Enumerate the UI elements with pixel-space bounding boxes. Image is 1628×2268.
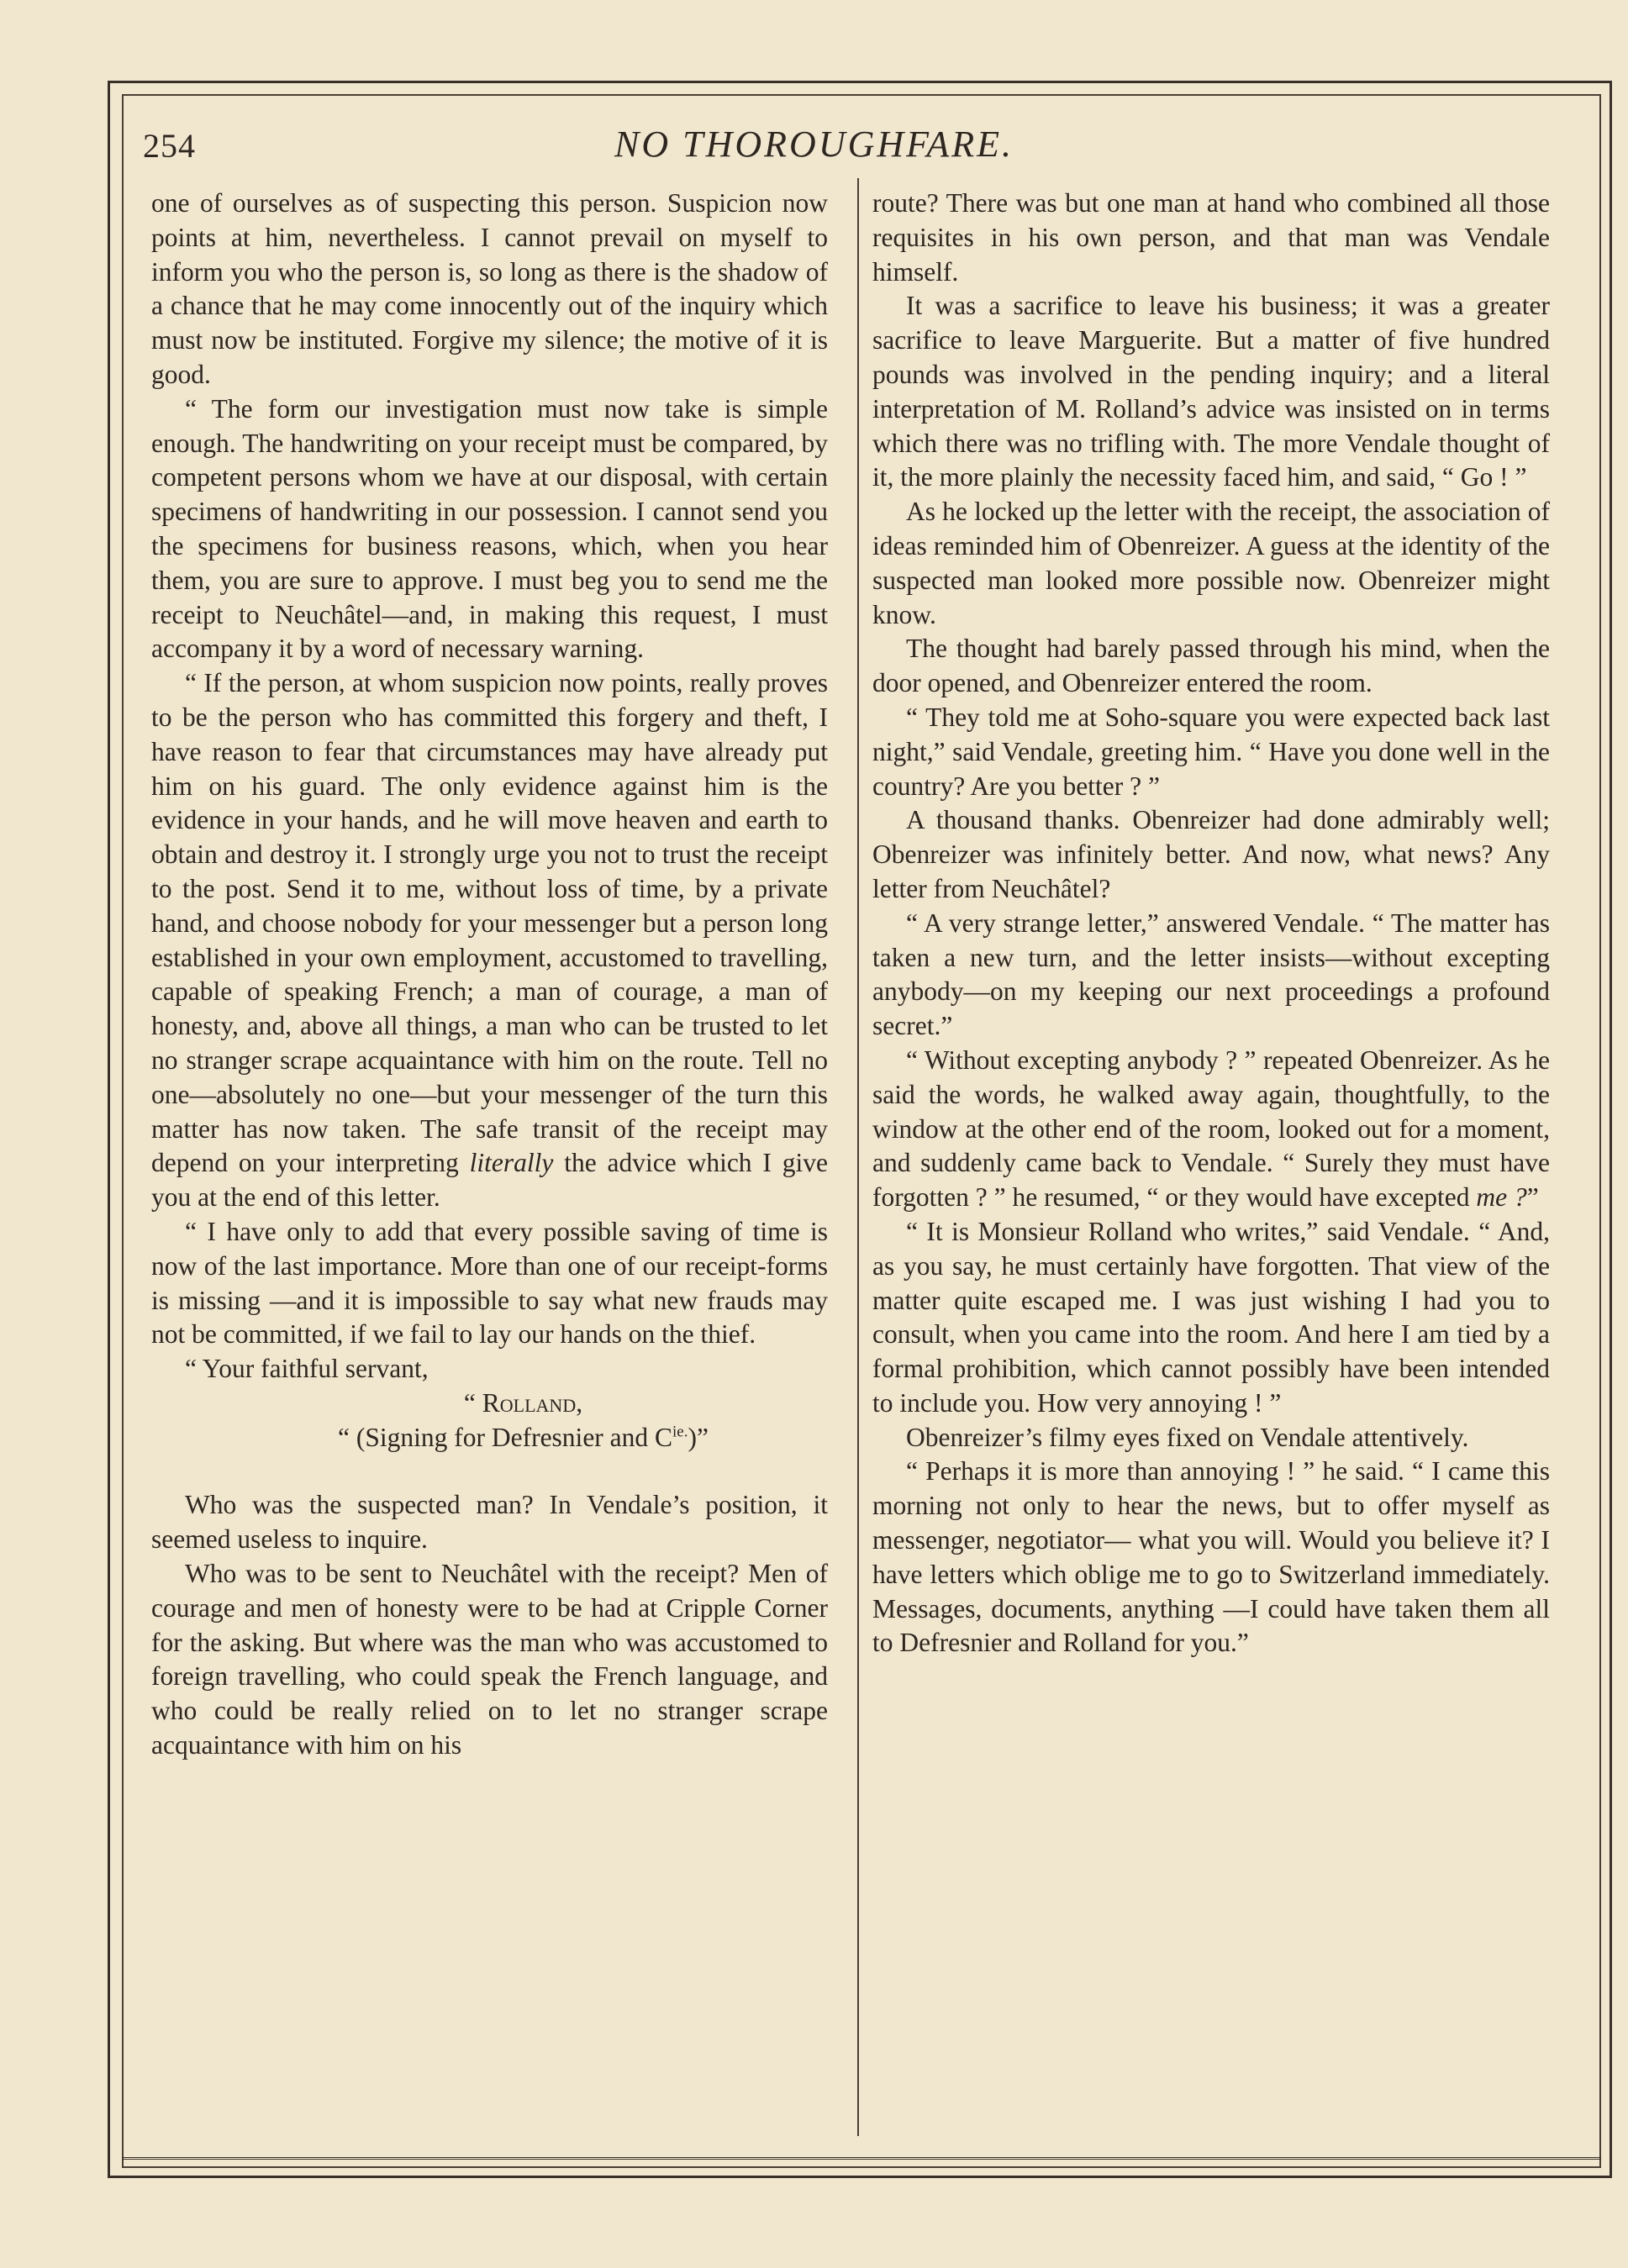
paragraph: “ I have only to add that every possible saving of time is now of the last importance. More than one of our receipt-forms is missing —and it is impossible to say what new frauds may not be committed, if we fail to lay our hands on the thief. bbox=[151, 1216, 828, 1350]
page-number: 254 bbox=[143, 127, 196, 165]
paragraph bbox=[151, 666, 828, 1215]
paragraph: Who was to be sent to Neuchâtel with the receipt? Men of courage and men of honesty were to be had at Cripple Corner for the asking. But where was the man who was accustomed to foreign travelling, who could speak the French language, and who could be really relied on to let no stranger scrape acquaintance with him on his bbox=[151, 1559, 828, 1760]
paragraph: “ Perhaps it is more than annoying ! ” he said. “ I came this morning not only to hear the news, but to offer myself as messenger, negotiator— what you will. Would you believe it? I have letters which oblige me to go to Switzerland immediately. Messages, documents, anything —I could have taken them all to Defresnier and Rolland for you.” bbox=[872, 1456, 1550, 1658]
running-head: NO THOROUGHFARE. bbox=[614, 124, 1014, 165]
paragraph: A thousand thanks. Obenreizer had done admirably well; Obenreizer was infinitely better. And now, what news? Any letter from Neuchâtel? bbox=[872, 805, 1550, 903]
paragraph bbox=[872, 1044, 1550, 1215]
paragraph: Obenreizer’s filmy eyes fixed on Vendale attentively. bbox=[906, 1422, 1469, 1452]
paragraph: “ They told me at Soho-square you were expected back last night,” said Vendale, greeting him. “ Have you done well in the country? Are you better ? ” bbox=[872, 702, 1550, 801]
paragraph: “ A very strange letter,” answered Vendale. “ The matter has taken a new turn, and the letter insists—without excepting anybody—on my keeping our next proceedings a profound secret.” bbox=[872, 908, 1550, 1041]
paragraph: route? There was but one man at hand who combined all those requisites in his own person, and that man was Vendale himself. bbox=[872, 188, 1550, 287]
right-column bbox=[872, 187, 1550, 2136]
signature-text-end: )” bbox=[688, 1422, 709, 1452]
left-column bbox=[151, 187, 828, 2136]
italic-word: me ? bbox=[1476, 1182, 1527, 1213]
paragraph: one of ourselves as of suspecting this person. Suspicion now points at him, nevertheless. I cannot prevail on myself to inform you who the person is, so long as there is the shadow of a chance that he may come innocently out of the inquiry which must now be instituted. Forgive my silence; the motive of it is good. bbox=[151, 188, 828, 389]
paragraph: The thought had barely passed through his mind, when the door opened, and Obenreizer entered the room. bbox=[872, 634, 1550, 698]
paragraph-text: “ If the person, at whom suspicion now points, really proves to be the person who has committed this forgery and theft, I have reason to fear that circumstances may have already put him on his guard. The only evidence against him is the evidence in your hands, and he will move heaven and earth to obtain and destroy it. I strongly urge you not to trust the receipt to the post. Send it to me, without loss of time, by a private hand, and choose nobody for your messenger but a person long established in your own employment, accustomed to travelling, capable of speaking French; a man of courage, a man of honesty, and, above all things, a man who can be trusted to let no stranger scrape acquaintance with him on the route. Tell no one—absolutely no one—but your messenger of the turn this matter has now taken. The safe transit of the receipt may depend on your interpreting bbox=[151, 668, 828, 1178]
paragraph: “ It is Monsieur Rolland who writes,” said Vendale. “ And, as you say, he must certainly have forgotten. That view of the matter quite escaped me. I was just wishing I had you to consult, when you came into the room. And here I am tied by a formal prohibition, which cannot possibly have been intended to include you. How very annoying ! ” bbox=[872, 1216, 1550, 1418]
signature-name: “ Rolland, bbox=[463, 1387, 583, 1418]
paragraph: Who was the suspected man? In Vendale’s position, it seemed useless to inquire. bbox=[151, 1490, 828, 1555]
bottom-rule bbox=[122, 2157, 1601, 2160]
column-divider bbox=[857, 178, 859, 2136]
paragraph: “ The form our investigation must now take is simple enough. The handwriting on your receipt must be compared, by competent persons whom we have at our disposal, with certain specimens of handwriting in our possession. I cannot send you the specimens for business reasons, which, when you hear them, you are sure to approve. I must beg you to send me the receipt to Neuchâtel—and, in making this request, I must accompany it by a word of necessary warning. bbox=[151, 393, 828, 664]
signature-line bbox=[151, 1421, 828, 1455]
paragraph-text-end: ” bbox=[1526, 1182, 1539, 1213]
signature-text: “ (Signing for Defresnier and C bbox=[338, 1422, 673, 1452]
italic-word: literally bbox=[469, 1148, 554, 1178]
paragraph: As he locked up the letter with the receipt, the association of ideas reminded him of Obenreizer. A guess at the identity of the suspected man looked more possible now. Obenreizer might know. bbox=[872, 497, 1550, 629]
section-gap bbox=[151, 1455, 828, 1488]
paragraph: “ Your faithful servant, bbox=[185, 1354, 429, 1384]
paragraph: It was a sacrifice to leave his business; it was a greater sacrifice to leave Marguerite. But a matter of five hundred pounds was involved in the pending inquiry; and a literal interpretation of M. Rolland’s advice was insisted on in terms which there was no trifling with. The more Vendale thought of it, the more plainly the necessity faced him, and said, “ Go ! ” bbox=[872, 291, 1550, 492]
paragraph-text: the advice which I give you at the end of this letter. bbox=[151, 1148, 828, 1213]
paragraph-text: “ Without excepting anybody ? ” repeated Obenreizer. As he said the words, he walked away again, thoughtfully, to the window at the other end of the room, looked out for a moment, and suddenly came back to Vendale. “ Surely they must have forgotten ? ” he resumed, “ or they would have excepted bbox=[872, 1045, 1550, 1213]
signature-superscript: ie. bbox=[672, 1423, 688, 1441]
